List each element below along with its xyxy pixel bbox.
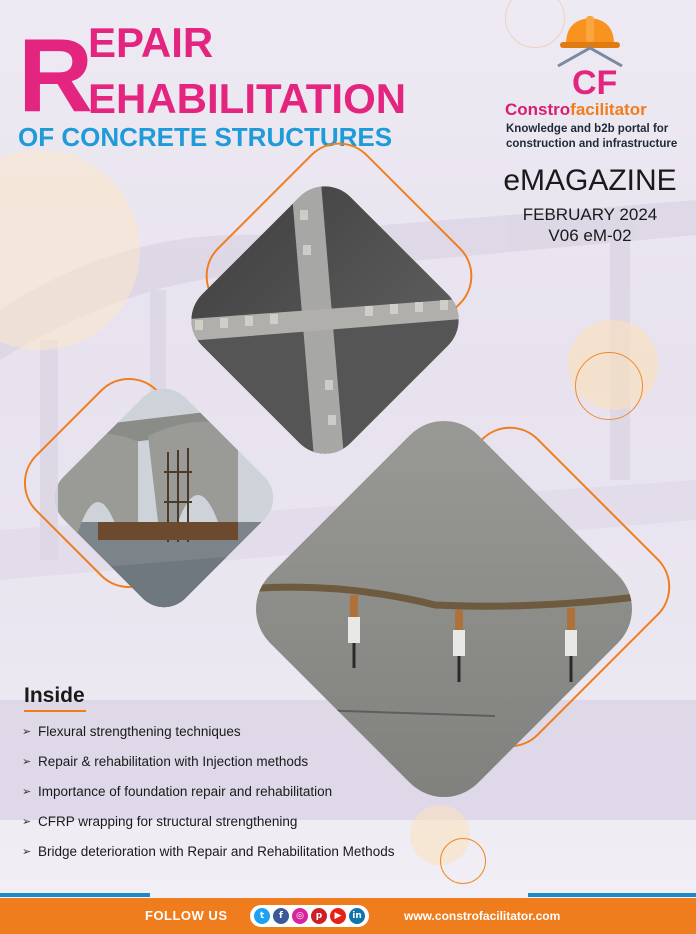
emagazine-label: eMAGAZINE [503, 164, 677, 197]
pinterest-icon[interactable]: p [311, 908, 327, 924]
footer-accent-bar [0, 893, 150, 897]
footer-accent-bar [528, 893, 696, 897]
facebook-icon[interactable]: f [273, 908, 289, 924]
follow-us-label: FOLLOW US [145, 908, 228, 923]
inside-underline [24, 710, 86, 712]
linkedin-icon[interactable]: in [349, 908, 365, 924]
brand-tagline: Knowledge and b2b portal for construction and infrastructure [506, 123, 678, 150]
logo-letters: CF [572, 64, 618, 100]
twitter-icon[interactable]: t [254, 908, 270, 924]
arrow-icon: ➢ [22, 845, 32, 858]
issue-volume: V06 eM-02 [548, 226, 632, 245]
website-link[interactable]: www.constrofacilitator.com [404, 909, 561, 923]
issue-info [492, 204, 688, 246]
inside-heading: Inside [24, 684, 85, 707]
inside-list-item: ➢ Repair & rehabilitation with Injection methods [22, 753, 309, 769]
brand-name-part1: Constro [505, 100, 571, 119]
inside-list-item: ➢ Bridge deterioration with Repair and Rehabilitation Methods [22, 843, 395, 859]
arrow-icon: ➢ [22, 785, 32, 798]
constrofacilitator-logo [548, 10, 628, 100]
arrow-icon: ➢ [22, 725, 32, 738]
title-subtitle: OF CONCRETE STRUCTURES [18, 122, 393, 152]
arrow-icon: ➢ [22, 815, 32, 828]
inside-list [22, 716, 394, 866]
arrow-icon: ➢ [22, 755, 32, 768]
title-line-rehabilitation: EHABILITATION [88, 75, 407, 122]
instagram-icon[interactable]: ◎ [292, 908, 308, 924]
footer-bar [0, 898, 696, 934]
inside-list-item: ➢ Importance of foundation repair and rehabilitation [22, 783, 333, 799]
inside-list-item: ➢ CFRP wrapping for structural strengthening [22, 813, 298, 829]
brand-name [505, 100, 685, 120]
inside-list-item: ➢ Flexural strengthening techniques [22, 723, 241, 739]
title-initial: R [18, 18, 94, 134]
youtube-icon[interactable]: ▶ [330, 908, 346, 924]
brand-name-part2: facilitator [570, 100, 647, 119]
issue-date: FEBRUARY 2024 [522, 205, 658, 224]
decorative-ring [440, 838, 486, 884]
title-line-repair: EPAIR [88, 19, 214, 66]
social-links [250, 905, 369, 927]
